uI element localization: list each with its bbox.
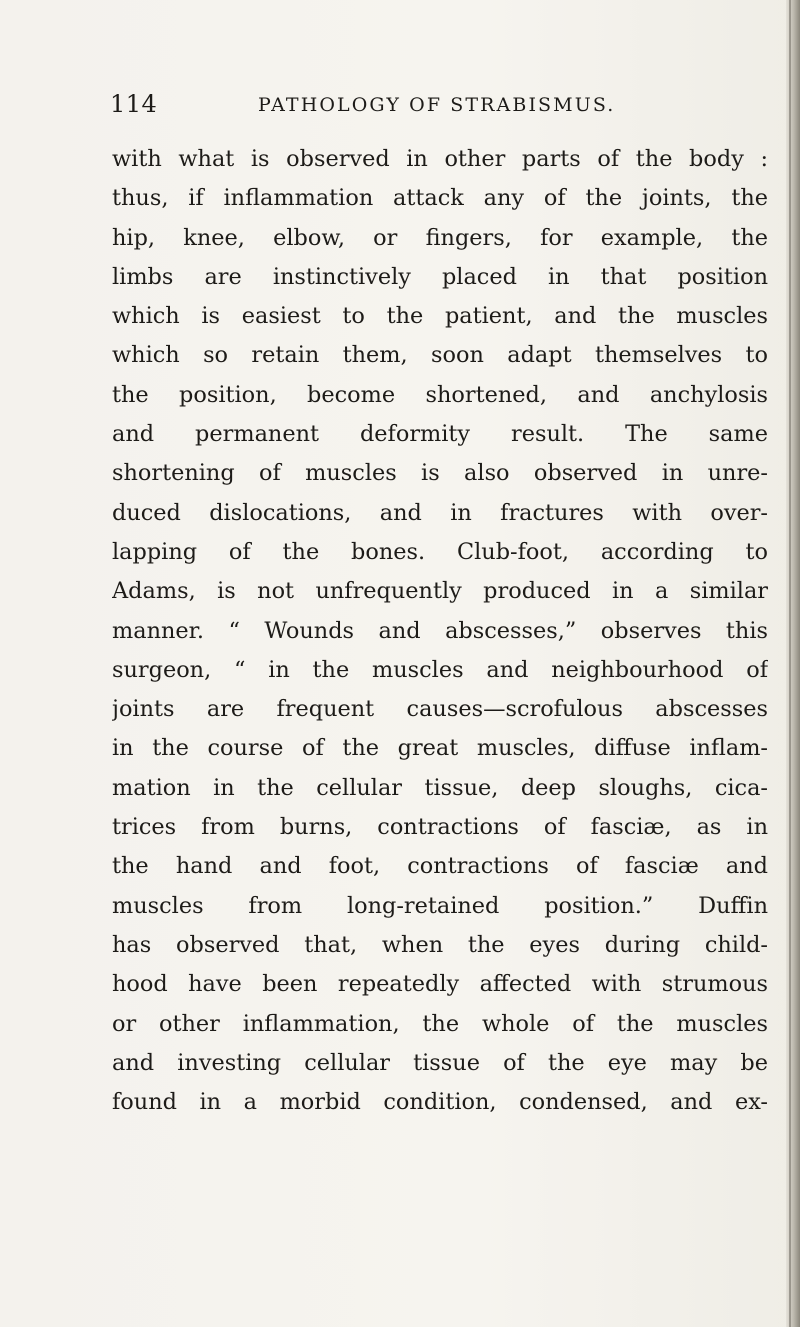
text-line: manner. “ Wounds and abscesses,” observes this — [112, 617, 768, 644]
body-text — [112, 140, 768, 1122]
text-line: duced dislocations, and in fractures with over- — [112, 499, 768, 526]
running-head — [110, 88, 770, 128]
text-line: surgeon, “ in the muscles and neighbourhood of — [112, 656, 768, 683]
text-line: lapping of the bones. Club-foot, according to — [112, 538, 768, 565]
text-line: found in a morbid condition, condensed, and ex- — [112, 1089, 768, 1116]
text-line: mation in the cellular tissue, deep sloughs, cica- — [112, 774, 768, 801]
page-number: 114 — [110, 90, 158, 118]
text-line: the position, become shortened, and anchylosis — [112, 381, 768, 408]
text-line: which so retain them, soon adapt themselves to — [112, 342, 768, 369]
text-line: the hand and foot, contractions of fasciæ and — [112, 853, 768, 880]
text-line: trices from burns, contractions of fasciæ, as in — [112, 814, 768, 841]
text-line: and permanent deformity result. The same — [112, 421, 768, 448]
text-line: or other inflammation, the whole of the muscles — [112, 1010, 768, 1037]
running-title: PATHOLOGY OF STRABISMUS. — [258, 94, 616, 116]
text-line: joints are frequent causes—scrofulous abscesses — [112, 696, 768, 723]
text-line: hood have been repeatedly affected with strumous — [112, 971, 768, 998]
text-line: shortening of muscles is also observed in unre- — [112, 460, 768, 487]
text-line: Adams, is not unfrequently produced in a similar — [112, 578, 768, 605]
text-line: thus, if inflammation attack any of the joints, the — [112, 185, 768, 212]
page-edge-line — [789, 0, 791, 1327]
text-line: in the course of the great muscles, diffuse inflam- — [112, 735, 768, 762]
text-line: hip, knee, elbow, or fingers, for example, the — [112, 224, 768, 251]
text-line: with what is observed in other parts of the body : — [112, 146, 768, 172]
text-line: has observed that, when the eyes during child- — [112, 931, 768, 958]
text-line: limbs are instinctively placed in that position — [112, 263, 768, 290]
text-line: muscles from long-retained position.” Duffin — [112, 892, 768, 919]
text-line: which is easiest to the patient, and the muscles — [112, 303, 768, 330]
text-line: and investing cellular tissue of the eye may be — [112, 1049, 768, 1076]
